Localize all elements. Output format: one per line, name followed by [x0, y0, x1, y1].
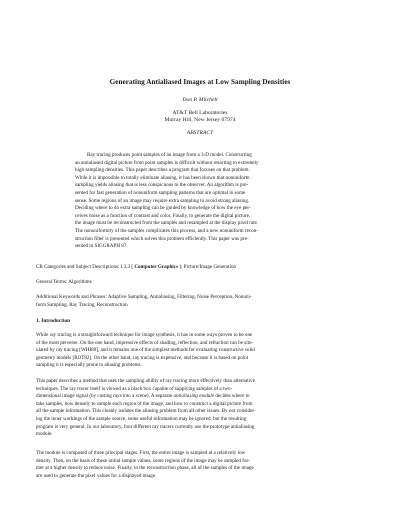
abstract-line: high sampling densities. This paper describes a program that focuses on that problem.	[75, 167, 250, 174]
abstract-body	[75, 152, 325, 251]
abstract-line: struction filter is presented which solves this problem efficiently. This paper was pre-	[75, 235, 249, 242]
paragraph-text: dimensional image signal (by casting rays into a scene). A separate	[36, 393, 174, 400]
paragraph-line: geometry models [ROT82]. On the other hand, ray tracing is expensive, and because it is based on point	[36, 354, 249, 361]
affiliation-org: AT&T Bell Laboratories	[172, 110, 228, 116]
intro-paragraph-3	[36, 450, 366, 480]
abstract-line: While it is impossible to totally eliminate aliasing, it has been shown that nonuniform	[75, 174, 250, 181]
paragraph-line: sampling it is especially prone to aliasing problems.	[36, 362, 142, 369]
paragraph-line: module.	[36, 431, 53, 438]
keywords-line: Additional Keywords and Phrases: Adaptive Sampling, Antialiasing, Filtering, Noise Perception, Nonuni-	[36, 294, 252, 300]
paragraph-text: decides where to	[214, 393, 250, 400]
section-heading: 1. Introduction	[36, 318, 71, 324]
cr-categories	[36, 264, 366, 272]
cr-bold-term: Computer Graphics	[134, 264, 178, 270]
abstract-heading: ABSTRACT	[186, 130, 214, 136]
paragraph-line: ulated by ray tracing [WHI80], and it remains one of the simplest methods for evaluating constructive solid	[36, 347, 255, 354]
keywords-line: form Sampling, Ray Tracing, Reconstruction	[36, 301, 128, 308]
paper-title: Generating Antialiased Images at Low Sampling Densities	[109, 78, 291, 86]
paragraph-line: are used to generate the pixel values for a displayed image.	[36, 472, 157, 479]
intro-paragraph-2	[36, 378, 366, 439]
paragraph-line: ing the inner workings of the sample source, some useful information may be ignored, but the resulting	[36, 415, 247, 422]
paragraph-line: take samples, how densely to sample each region of the image, and how to construct a digital picture from	[36, 400, 253, 407]
paragraph-line: program is very general. In our laboratory, four different ray tracers currently use the prototype antialiasing	[36, 423, 255, 430]
paragraph-line: all the sample information. This cleanly isolates the aliasing problem from all other issues. By not consider-	[36, 408, 256, 415]
general-terms	[36, 279, 366, 287]
cr-categories-line	[36, 264, 366, 272]
paragraph-line: techniques. The ray tracer itself is viewed as a black box capable of supplying samples of a two-	[36, 385, 233, 392]
author-name: Don P. Mitchell	[182, 97, 218, 103]
section-heading-block	[36, 318, 366, 326]
paragraph-line	[36, 393, 366, 401]
abstract-line: the image must be reconstructed from the samples and resampled at the display pixel rate.	[75, 220, 259, 227]
abstract-line: sented in SIGGRAPH 87.	[75, 243, 128, 250]
abstract-line: sented for fast generation of nonuniform sampling patterns that are optimal in some	[75, 189, 246, 196]
emphasized-term: antialiasing module	[173, 393, 215, 400]
keywords	[36, 294, 366, 309]
abstract-line: an antialiased digital picture from point samples is difficult without resorting to extremely	[75, 159, 259, 166]
paragraph-line: ther at a higher density to reduce noise. Finally, in the reconstruction phase, all of the samples of the image	[36, 465, 254, 472]
cr-prefix: CR Categories and Subject Descriptions: I.3.3 [	[36, 264, 135, 270]
general-terms-line: General Terms: Algorithms	[36, 279, 92, 285]
paragraph-line: While ray tracing is a straightforward technique for image synthesis, it has in some ways proven to be one	[36, 332, 253, 338]
abstract-line: ceives noise as a function of contrast and color. Finally, to generate the digital picture,	[75, 212, 251, 219]
abstract-line: Ray tracing produces point samples of an image from a 3-D model. Constructing	[87, 152, 252, 158]
paragraph-line: The module is composed of three principal stages. First, the entire image is sampled at a relatively low	[36, 450, 246, 456]
abstract-line: sense. Some regions of an image may require extra sampling to avoid strong aliasing.	[75, 197, 250, 204]
intro-paragraph-1	[36, 332, 366, 370]
cr-suffix: ]: Picture/Image Generation	[177, 264, 237, 270]
paragraph-line: density. Then, on the basis of these initial sample values, some regions of the image may be sampled fur-	[36, 457, 250, 464]
abstract-line: sampling yields aliasing that is less conspicuous to the observer. An algorithm is pre-	[75, 182, 249, 189]
abstract-line: Deciding where to do extra sampling can be guided by knowledge of how the eye per-	[75, 205, 251, 212]
paragraph-line: of the most perverse. On the one hand, impressive effects of shading, reflection, and refraction can be sim-	[36, 339, 254, 346]
affiliation-address: Murray Hill, New Jersey 07974	[164, 117, 236, 123]
abstract-line: The nonuniformity of the samples complicates this process, and a new nonuniform recon-	[75, 227, 258, 234]
paragraph-line: This paper describes a method that uses the sampling ability of ray tracing more effectively than alternative	[36, 378, 255, 384]
